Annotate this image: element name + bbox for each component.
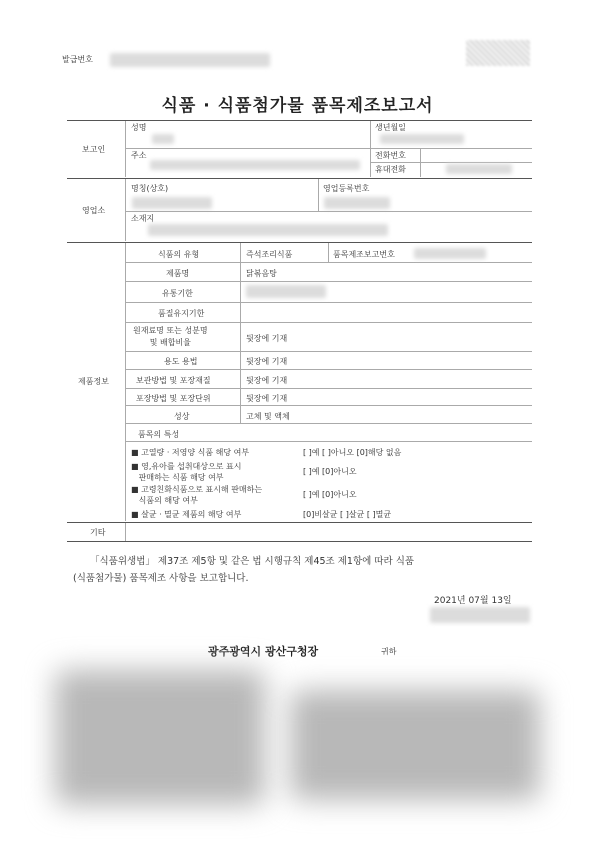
redacted-report-no: [414, 248, 486, 259]
quality-period-label: 품질유지기한: [158, 309, 205, 318]
other-label: 기타: [90, 528, 106, 537]
food-type-value: 즉석조리식품: [246, 250, 293, 259]
ingredients-value: 뒷장에 기재: [246, 334, 288, 343]
birth-label: 생년월일: [375, 123, 406, 132]
expiry-label: 유통기한: [162, 289, 193, 298]
storage-label: 보관방법 및 포장재질: [136, 376, 211, 385]
product-name-value: 닭볶음탕: [246, 269, 277, 278]
feature-senior-food-options: [ ]예 [0]아니오: [303, 490, 357, 499]
reg-no-label: 영업등록번호: [323, 184, 370, 193]
recipient-suffix: 귀하: [381, 647, 397, 656]
redacted-location: [148, 224, 388, 236]
statement-line-1: 「식품위생법」 제37조 제5항 및 같은 법 시행규칙 제45조 제1항에 따라 식품: [90, 556, 415, 567]
page-title: 식품 · 식품첨가물 품목제조보고서: [161, 96, 434, 116]
feature-low-nutrition-options: [ ]예 [ ]아니오 [0]해당 없음: [303, 448, 402, 457]
location-label: 소재지: [131, 214, 155, 223]
ingredients-label: 원재료명 또는 성분명 및 배합비율: [133, 326, 208, 347]
storage-value: 뒷장에 기재: [246, 376, 288, 385]
feature-low-nutrition: ■ 고열량 · 저영양 식품 해당 여부: [131, 448, 250, 457]
issue-no-label: 발급번호: [62, 55, 93, 64]
redacted-expiry: [246, 285, 326, 298]
redacted-signature: [430, 607, 530, 623]
business-section-label: 영업소: [82, 206, 106, 215]
address-label: 주소: [131, 151, 147, 160]
report-no-label: 품목제조보고번호: [333, 250, 395, 259]
redacted-address: [150, 160, 360, 170]
redacted-reg-no: [324, 197, 390, 209]
packaging-label: 포장방법 및 포장단위: [136, 394, 211, 403]
reporter-section-label: 보고인: [82, 145, 106, 154]
food-type-label: 식품의 유형: [158, 250, 200, 259]
trade-name-label: 명칭(상호): [131, 184, 169, 193]
mobile-label: 휴대전화: [375, 165, 406, 174]
recipient: 광주광역시 광산구청장: [208, 645, 319, 658]
appearance-label: 성상: [174, 412, 190, 421]
redacted-trade-name: [132, 197, 212, 209]
blurred-stamp-right: [290, 690, 540, 800]
usage-value: 뒷장에 기재: [246, 357, 288, 366]
feature-senior-food: ■ 고령친화식품으로 표시해 판매하는 식품의 해당 여부: [131, 485, 263, 505]
phone-label: 전화번호: [375, 151, 406, 160]
redacted-birth: [380, 134, 464, 144]
feature-sterilization-options: [0]비살균 [ ]살균 [ ]멸균: [303, 510, 392, 519]
redacted-mobile: [446, 164, 512, 174]
feature-infant-food-options: [ ]예 [0]아니오: [303, 467, 357, 476]
appearance-value: 고체 및 액체: [246, 412, 290, 421]
product-section-label: 제품정보: [78, 377, 109, 386]
features-label: 품목의 특성: [138, 430, 180, 439]
redacted-issue-no: [110, 53, 270, 67]
feature-sterilization: ■ 살균 · 멸균 제품의 해당 여부: [131, 510, 242, 519]
usage-label: 용도 용법: [164, 357, 198, 366]
product-name-label: 제품명: [166, 269, 190, 278]
name-label: 성명: [131, 123, 147, 132]
statement-line-2: (식품첨가물) 품목제조 사항을 보고합니다.: [73, 573, 249, 584]
barcode-image: [466, 40, 530, 66]
blurred-stamp-left: [55, 670, 265, 805]
packaging-value: 뒷장에 기재: [246, 394, 288, 403]
report-date: 2021년 07월 13일: [434, 596, 512, 606]
redacted-name: [152, 134, 174, 144]
feature-infant-food: ■ 영,유아를 섭취대상으로 표시 판매하는 식품 해당 여부: [131, 462, 242, 482]
